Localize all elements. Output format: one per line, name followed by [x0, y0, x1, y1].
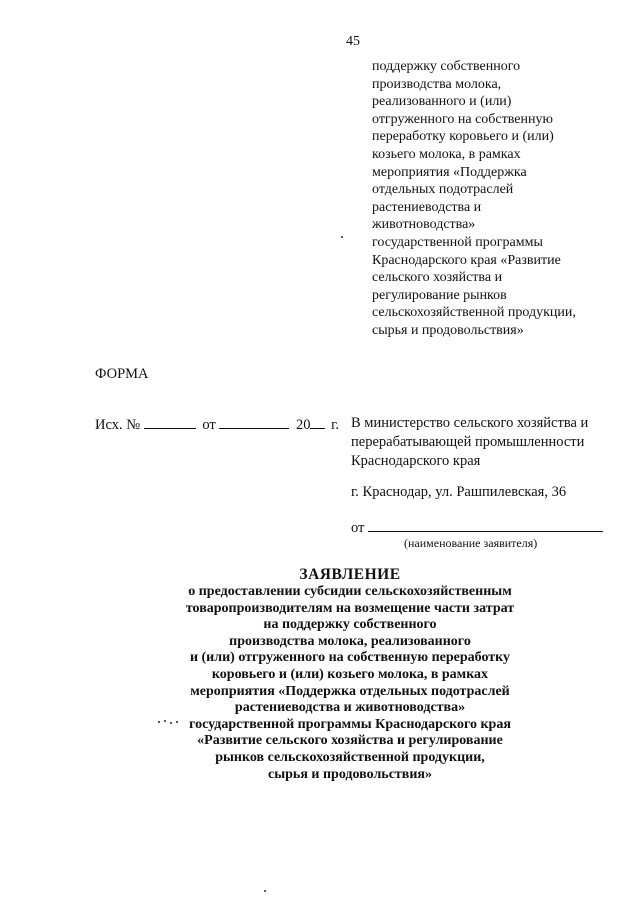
recipient-line: В министерство сельского хозяйства и — [351, 415, 589, 431]
outgoing-prefix: Исх. № — [95, 417, 141, 433]
statement-line: коровьего и (или) козьего молока, в рамках — [211, 666, 489, 682]
annex-line: производства молока, — [372, 76, 502, 92]
statement-line: на поддержку собственного — [263, 617, 437, 633]
outgoing-from-word: от — [202, 417, 216, 433]
applicant-from-word: от — [351, 520, 365, 536]
recipient-line: перерабатывающей промышленности — [351, 434, 585, 450]
annex-line: переработку коровьего и (или) — [372, 129, 554, 145]
outgoing-date-blank[interactable] — [219, 414, 289, 429]
annex-reference — [372, 58, 622, 340]
outgoing-year-suffix: г. — [331, 417, 340, 433]
annex-line: регулирование рынков — [372, 287, 507, 303]
recipient-block — [351, 414, 626, 471]
annex-line: Краснодарского края «Развитие — [372, 252, 561, 268]
applicant-name-blank[interactable] — [368, 517, 603, 532]
annex-line: отдельных подотраслей — [372, 182, 514, 198]
outgoing-number-line — [95, 414, 339, 434]
annex-line: мероприятия «Поддержка — [372, 164, 527, 180]
scan-speck — [158, 721, 160, 723]
outgoing-number-blank[interactable] — [144, 414, 196, 429]
scan-speck — [264, 890, 266, 892]
recipient-address: г. Краснодар, ул. Рашпилевская, 36 — [351, 484, 567, 500]
statement-line: и (или) отгруженного на собственную переработку — [189, 650, 511, 666]
annex-line: животноводства» — [372, 217, 476, 233]
applicant-caption: (наименование заявителя) — [404, 536, 538, 550]
statement-line: производства молока, реализованного — [229, 633, 471, 649]
applicant-line — [351, 517, 603, 537]
statement-line: государственной программы Краснодарского края — [189, 716, 511, 732]
scan-speck — [170, 722, 172, 724]
annex-line: козьего молока, в рамках — [372, 146, 521, 162]
scan-speck — [176, 721, 178, 723]
statement-line: о предоставлении субсидии сельскохозяйственным — [188, 584, 512, 599]
statement-line: сырья и продовольствия» — [268, 766, 432, 782]
annex-line: поддержку собственного — [372, 59, 521, 74]
annex-line: растениеводства и — [372, 199, 482, 215]
statement-title: ЗАЯВЛЕНИЕ — [299, 566, 401, 583]
statement-heading — [150, 566, 550, 783]
statement-line: растениеводства и животноводства» — [234, 700, 466, 716]
statement-line: «Развитие сельского хозяйства и регулирование — [197, 733, 503, 749]
annex-line: сельскохозяйственной продукции, — [372, 305, 576, 321]
scan-speck — [164, 720, 166, 722]
statement-line: мероприятия «Поддержка отдельных подотраслей — [190, 683, 510, 699]
annex-line: сельского хозяйства и — [372, 270, 503, 286]
annex-line: сырья и продовольствия» — [372, 322, 524, 338]
statement-line: товаропроизводителям на возмещение части затрат — [185, 600, 515, 616]
form-label: ФОРМА — [95, 366, 149, 382]
outgoing-year-blank[interactable] — [310, 414, 325, 429]
page-number: 45 — [346, 34, 360, 49]
statement-line: рынков сельскохозяйственной продукции, — [215, 749, 485, 765]
annex-line: отгруженного на собственную — [372, 111, 553, 127]
recipient-line: Краснодарского края — [351, 453, 481, 469]
annex-line: государственной программы — [372, 234, 543, 250]
annex-line: реализованного и (или) — [372, 94, 512, 110]
outgoing-year-prefix: 20 — [295, 417, 311, 433]
scan-speck — [341, 236, 343, 238]
